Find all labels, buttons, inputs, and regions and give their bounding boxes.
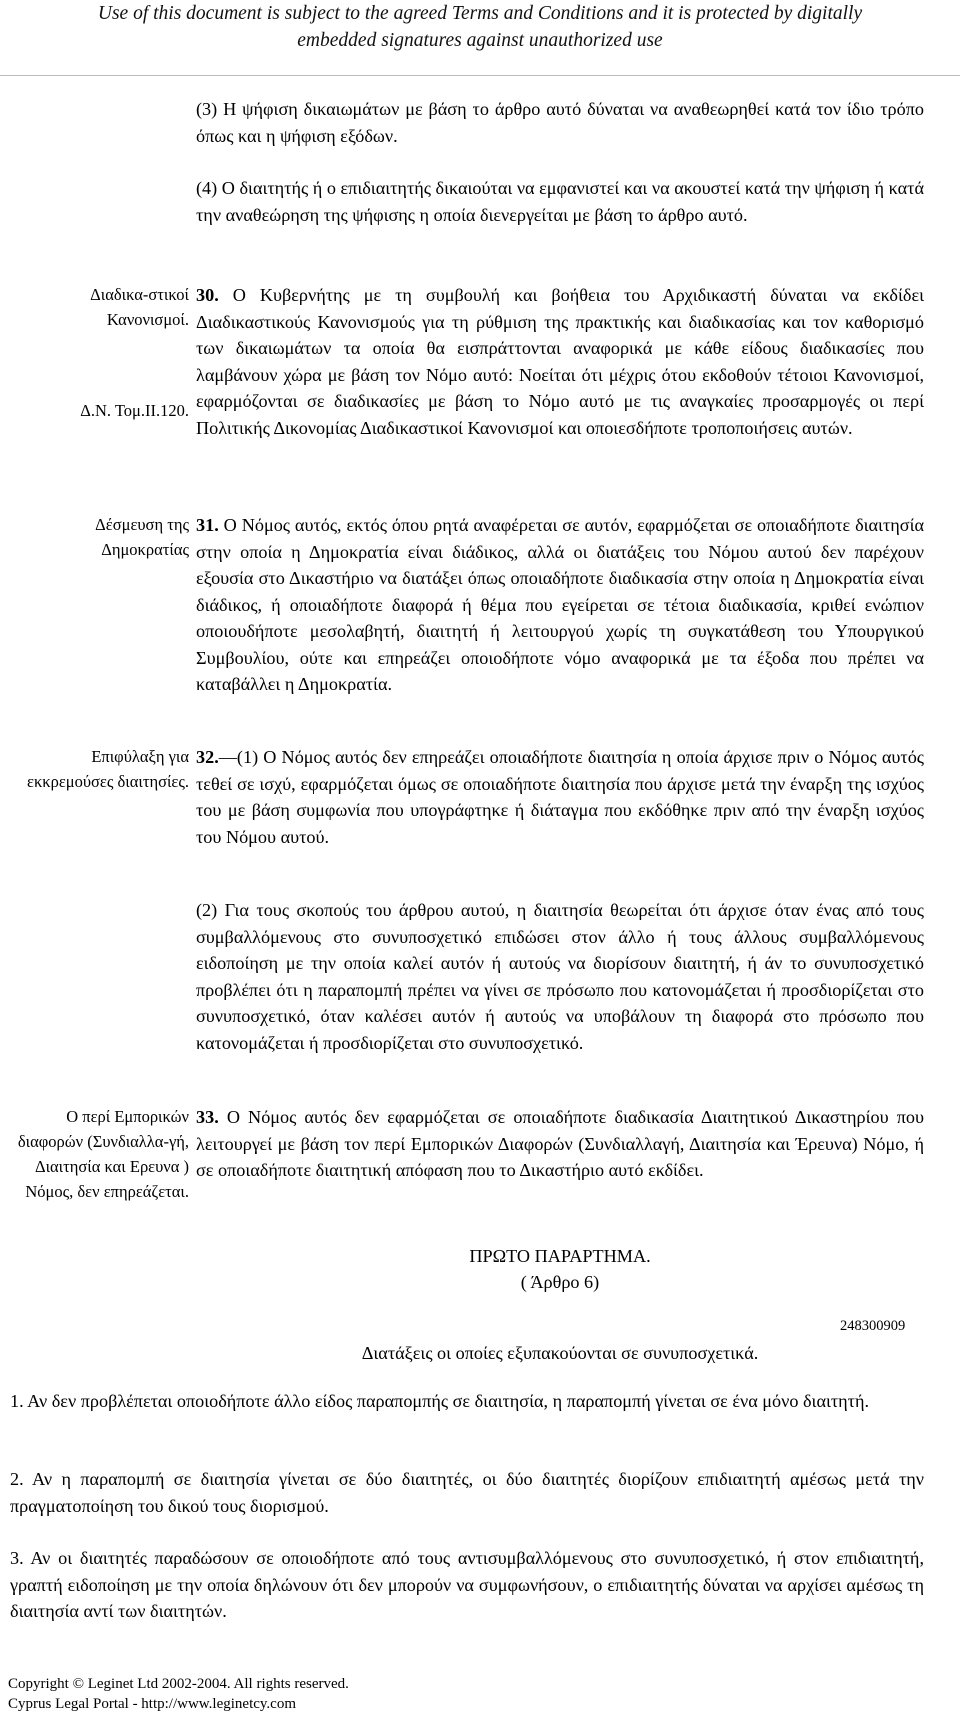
section-31-number: 31. [196, 515, 219, 535]
margin-note-republic: Δέσμευση της Δημοκρατίας [95, 515, 189, 559]
section-32-part-1 [196, 744, 924, 850]
margin-note-pending: Επιφύλαξη για εκκρεμούσες διαιτησίες. [27, 747, 189, 791]
schedule-item-2: 2. Αν η παραπομπή σε διαιτησία γίνεται σε δύο διαιτητές, οι δύο διαιτητές διορίζουν επιδιαιτητή αμέσως μετά την πραγματοποίηση του δικού τους διορισμού. [10, 1469, 924, 1516]
section-33-number: 33. [196, 1107, 219, 1127]
portal-line: Cyprus Legal Portal - http://www.leginetcy.com [8, 1696, 296, 1712]
margin-note-commercial: Ο περί Εμπορικών διαφορών (Συνδιαλλα-γή, Διαιτησία και Ερευνα ) Νόμος, δεν επηρεάζεται. [17, 1107, 189, 1201]
schedule-subtitle: ( Άρθρο 6) [520, 1272, 600, 1292]
schedule-item-3: 3. Αν οι διαιτητές παραδώσουν σε οποιοδήποτε από τους αντισυμβαλλόμενους στο συνυποσχετικό, ή στον επιδιαιτητή, γραπτή ειδοποίηση με την οποία δηλώνουν ότι δεν μπορούν να συμφωνήσουν, ο επιδιαιτητής δύναται να αρχίσει αμέσως τη διαιτησία αντί των διαιτητών. [10, 1548, 924, 1621]
section-30 [196, 282, 924, 441]
paragraph-4: (4) Ο διαιτητής ή ο επιδιαιτητής δικαιούται να εμφανιστεί και να ακουστεί κατά την ψήφιση ή κατά την αναθεώρηση της ψήφισης η οποία διενεργείται με βάση το άρθρο αυτό. [196, 178, 924, 225]
section-31-text: Ο Νόμος αυτός, εκτός όπου ρητά αναφέρεται σε αυτόν, εφαρμόζεται σε οποιαδήποτε διαιτησία στην οποία η Δημοκρατία είναι διάδικος, αλλά οι διατάξεις του Νόμου αυτού δεν παρέχουν εξουσία στο Δικαστήριο να διατάξει όπως οποιαδήποτε διαδικασία στην οποία η Δημοκρατία είναι διάδικος, ή οποιαδήποτε διαφορά ή θέμα που εγείρεται σε τέτοια διαδικασία, κριθεί ενώπιον οποιουδήποτε μεσολαβητή, διαιτητή ή λειτουργού χωρίς τη συγκατάθεση του Υπουργικού Συμβουλίου, ούτε και επηρεάζει οποιοδήποτε νόμο αναφορικά με τα έξοδα που πρέπει να καταβάλλει η Δημοκρατία. [196, 515, 924, 694]
section-32-part-2 [196, 897, 924, 1056]
schedule-title: ΠΡΩΤΟ ΠΑΡΑΡΤΗΜΑ. [469, 1246, 651, 1266]
schedule-heading: Διατάξεις οι οποίες εξυπακούονται σε συνυποσχετικά. [361, 1343, 759, 1363]
margin-note-rules: Διαδικα-στικοί Κανονισμοί. [90, 285, 189, 329]
usage-notice-line-2: embedded signatures against unauthorized use [297, 30, 663, 51]
section-33-text: Ο Νόμος αυτός δεν εφαρμόζεται σε οποιαδήποτε διαδικασία Διαιτητικού Δικαστηρίου που λειτουργεί με βάση τον περί Εμπορικών Διαφορών (Συνδιαλλαγή, Διαιτησία και Έρευνα) Νόμο, ή σε οποιαδήποτε διαιτητική απόφαση που το Δικαστήριο αυτό εκδίδει. [196, 1107, 924, 1180]
copyright-line: Copyright © Leginet Ltd 2002-2004. All rights reserved. [8, 1676, 349, 1692]
section-33 [196, 1104, 924, 1184]
copyright-footer [8, 1674, 349, 1714]
usage-notice-line-1: Use of this document is subject to the agreed Terms and Conditions and it is protected by digitally [97, 3, 863, 24]
margin-note-reference: Δ.Ν. Τομ.ΙΙ.120. [80, 401, 189, 420]
header-divider [0, 75, 960, 76]
document-reference: 248300909 [840, 1318, 906, 1334]
usage-notice-header [0, 0, 960, 54]
schedule-item-1: 1. Αν δεν προβλέπεται οποιοδήποτε άλλο είδος παραπομπής σε διαιτησία, η παραπομπή γίνεται σε ένα μόνο διαιτητή. [10, 1391, 870, 1411]
section-30-text: Ο Κυβερνήτης με τη συμβουλή και βοήθεια του Αρχιδικαστή δύναται να εκδίδει Διαδικαστικούς Κανονισμούς για τη ρύθμιση της πρακτικής και διαδικασίας και τον καθορισμό των δικαιωμάτων τα οποία θα εισπράττονται αναφορικά με κάθε είδους διαδικασίες που λαμβάνουν χώρα με βάση τον Νόμο αυτό: Νοείται ότι μέχρις ότου εκδοθούν τέτοιοι Κανονισμοί, εφαρμόζονται σε διαδικασίες με βάση το Νόμο αυτό με τις αναγκαίες προσαρμογές οι περί Πολιτικής Δικονομίας Διαδικαστικοί Κανονισμοί και οποιεσδήποτε τροποποιήσεις αυτών. [196, 285, 924, 438]
section-30-number: 30. [196, 285, 219, 305]
paragraph-3: (3) Η ψήφιση δικαιωμάτων με βάση το άρθρο αυτό δύναται να αναθεωρηθεί κατά τον ίδιο τρόπο όπως και η ψήφιση εξόδων. [196, 99, 924, 146]
section-31 [196, 512, 924, 698]
section-32-text-1: —(1) Ο Νόμος αυτός δεν επηρεάζει οποιαδήποτε διαιτησία η οποία άρχισε πριν ο Νόμος αυτός τεθεί σε ισχύ, εφαρμόζεται όμως σε οποιαδήποτε διαιτησία που άρχισε μετά την έναρξη της ισχύος του με βάση συμφωνία που υπογράφτηκε ή διάταγμα που εκδόθηκε πριν από την έναρξη ισχύος του Νόμου αυτού. [196, 747, 924, 847]
section-32-text-2: (2) Για τους σκοπούς του άρθρου αυτού, η διαιτησία θεωρείται ότι άρχισε όταν ένας από τους συμβαλλόμενους στο συνυποσχετικό επιδώσει στον άλλο ή τους άλλους συμβαλλόμενους ειδοποίηση με την οποία καλεί αυτόν ή αυτούς να διορίσουν διαιτητή, ή άν το συνυποσχετικό προβλέπει ότι η παραπομπή πρέπει να γίνει σε πρόσωπο που κατονομάζεται ή προσδιορίζεται στο συνυποσχετικό, όταν καλέσει αυτόν ή αυτούς να υποβάλουν τη διαφορά στο πρόσωπο που κατονομάζεται ή προσδιορίζεται στο συνυποσχετικό. [196, 900, 924, 1053]
section-32-number: 32. [196, 747, 219, 767]
